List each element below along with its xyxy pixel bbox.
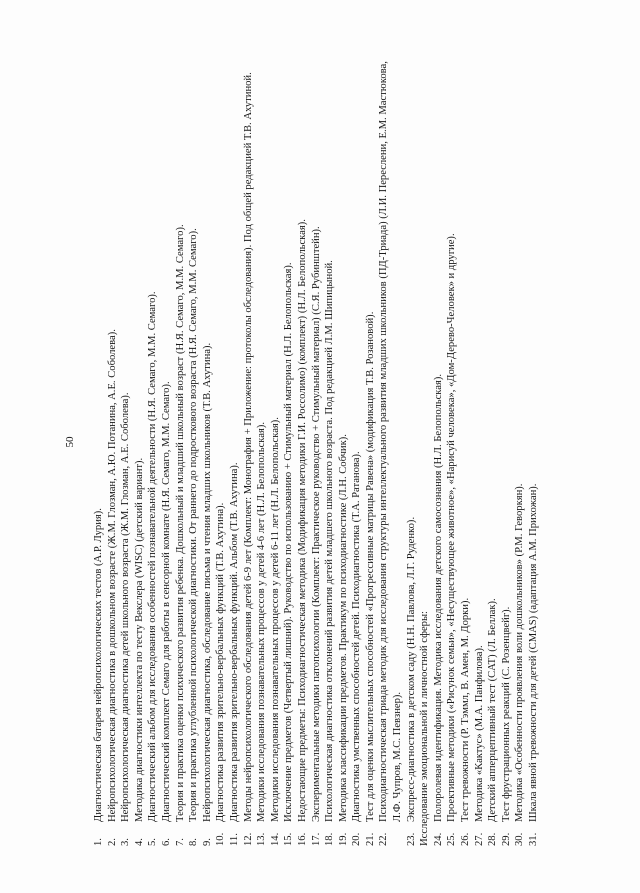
list-item [405, 42, 419, 846]
item-number: 10. [215, 832, 227, 846]
item-number: 31. [528, 832, 539, 846]
page-number: 50 [64, 436, 76, 448]
item-text: Теория и практика углубленной психологической диагностики. От раннего до подросткового возраста (Н.Я. Семаго, М.М. Семаго). [188, 228, 200, 822]
methods-list [92, 42, 541, 846]
item-text: Экспериментальные методики патопсихологии (Комплект: Практическое руководство + Стимульный материал) (С.Я. Рубинштейн). [310, 226, 322, 822]
section-heading [418, 42, 432, 846]
list-item [228, 42, 242, 846]
item-number: 22. [378, 832, 390, 846]
list-item [323, 42, 337, 846]
item-text: Нейропсихологическая диагностика детей школьного возраста (Ж.М. Глозман, А.Е. Соболева). [120, 392, 132, 822]
list-item [377, 42, 404, 846]
list-item [201, 42, 215, 846]
list-item [513, 42, 527, 846]
list-item [445, 42, 459, 846]
list-item [146, 42, 160, 846]
item-number: 7. [174, 838, 186, 846]
item-text: Методика классификации предметов. Практикум по психодиагностике (Л.Н. Собчик). [337, 434, 349, 822]
item-number: 15. [283, 832, 295, 846]
list-item [242, 42, 256, 846]
item-text: Тест для оценки мыслительных способностей «Прогрессивные матрицы Равена» (модификация Т.В. Розановой). [364, 311, 376, 822]
list-item [133, 42, 147, 846]
item-number: 12. [242, 832, 254, 846]
rotated-content [56, 32, 616, 852]
item-number: 11. [228, 833, 240, 846]
item-text: Диагностика развития зрительно-вербальных функций (Т.В. Ахутина). [215, 502, 227, 822]
item-text: Методы нейропсихологического обследования детей 6-9 лет (Комплект: Монография + Приложение: протоколы обследования). Под общей редакцией Т.В. Ахутиной. [242, 72, 254, 822]
item-number: 20. [351, 832, 363, 846]
item-number: 29. [500, 832, 512, 846]
item-text: Детский апперцептивный тест (CAT) (Л. Беллак). [487, 598, 499, 822]
item-text: Нейропсихологическая диагностика, обследование письма и чтения младших школьников (Т.В. Ахутина). [201, 342, 213, 822]
list-item [364, 42, 378, 846]
item-text: Методика «Кактус» (М.А. Панфилова). [473, 645, 485, 822]
list-item [486, 42, 500, 846]
list-item [432, 42, 446, 846]
item-number: 28. [487, 832, 499, 846]
list-item [174, 42, 188, 846]
list-item [500, 42, 514, 846]
list-item [337, 42, 351, 846]
item-text: Проективные методики («Рисунок семьи», «Несуществующее животное», «Нарисуй человека», «Дом-Дерево-Человек» и другие). [446, 233, 458, 822]
item-number: 27. [473, 832, 485, 846]
list-item [255, 42, 269, 846]
item-text: Диагностическая батарея нейропсихологических тестов (А.Р. Лурия). [93, 508, 104, 822]
item-text: Психодиагностическая триада методик для исследования структуры интеллектуального развития младших школьников (ПД-Триада) (Л.И. Переслени, Е.М. Мастюкова, Л.Ф. Чупров, М.С. Певзнер). [378, 61, 404, 822]
item-number: 2. [106, 838, 118, 846]
item-text: Тест фрустрационных реакций (С. Розенцвейг). [500, 606, 512, 822]
item-number: 19. [337, 832, 349, 846]
item-text: Методика «Особенности проявления воли дошкольников» (Р.М. Геворкян). [514, 483, 526, 822]
list-item [296, 42, 310, 846]
item-number: 18. [324, 832, 336, 846]
list-item [119, 42, 133, 846]
item-number: 14. [269, 832, 281, 846]
list-item [282, 42, 296, 846]
item-text: Полоролевая идентификация. Методика исследования детского самосознания (Н.Л. Белопольская). [432, 373, 444, 822]
item-number: 5. [147, 838, 159, 846]
list-item [269, 42, 283, 846]
item-text: Экспресс-диагностика в детском саду (Н.Н. Павлова, Л.Г. Руденко). [405, 516, 417, 822]
list-item [106, 42, 120, 846]
item-number: 25. [446, 832, 458, 846]
item-number: 26. [460, 832, 472, 846]
item-text: Диагностика развития зрительно-вербальных функций. Альбом (Т.В. Ахутина). [228, 462, 240, 822]
item-text: Диагностический комплект Семаго для работы в сенсорной комнате (Н.Я. Семаго, М.М. Семаго). [160, 381, 172, 822]
item-text: Диагностика умственных способностей детей. Психодиагностика (Т.А. Ратанова). [351, 451, 363, 822]
item-number: 17. [310, 832, 322, 846]
item-text: Теория и практика оценки психического развития ребенка. Дошкольный и младший школьный возраст (Н.Я. Семаго, М.М. Семаго). [174, 224, 186, 822]
list-item [160, 42, 174, 846]
item-number: 13. [256, 832, 268, 846]
item-number: 23. [405, 832, 417, 846]
item-text: Психологическая диагностика отклонений развития детей младшего школьного возраста. Под редакцией Л.М. Шипицыной. [324, 260, 336, 822]
item-number: 16. [296, 832, 308, 846]
item-text: Методики исследования познавательных процессов у детей 4-6 лет (Н.Л. Белопольская). [256, 421, 268, 822]
item-text: Исключение предметов (Четвертый лишний). Руководство по использованию + Стимульный материал (Н.Л. Белопольская). [283, 262, 295, 822]
list-item [527, 42, 541, 846]
item-text: Недостающие предметы: Психодиагностическая методика (Модификация методики Г.И. Россолимо) (комплект) (Н.Л. Белопольская). [296, 219, 308, 822]
list-item [473, 42, 487, 846]
list-item [310, 42, 324, 846]
list-item [92, 42, 106, 846]
item-text: Методика диагностики интеллекта по тесту Векслера (WISC) (детский вариант). [133, 457, 145, 822]
item-number: 24. [432, 832, 444, 846]
item-number: 4. [133, 838, 145, 846]
item-number: 6. [160, 838, 172, 846]
item-text: Диагностический альбом для исследования особенностей познавательной деятельности (Н.Я. Семаго, М.М. Семаго). [147, 291, 159, 822]
list-item [214, 42, 228, 846]
item-number: 3. [120, 838, 132, 846]
list-item [187, 42, 201, 846]
item-number: 1. [93, 838, 104, 846]
item-text: Методики исследования познавательных процессов у детей 6-11 лет (Н.Л. Белопольская). [269, 417, 281, 822]
section-heading-text: Исследование эмоциональной и личностной сферы: [419, 610, 431, 846]
item-text: Нейропсихологическая диагностика в дошкольном возрасте (Ж.М. Глозман, А.Ю. Потанина, А.Е. Соболева). [106, 329, 118, 822]
item-number: 9. [201, 838, 213, 846]
item-number: 8. [188, 838, 200, 846]
item-text: Шкала явной тревожности для детей (CMAS) (адаптация А.М. Прихожан). [528, 483, 539, 822]
list-item [459, 42, 473, 846]
item-text: Тест тревожности (Р. Тэммл, В. Амен, М. Дорки). [460, 597, 472, 822]
list-item [350, 42, 364, 846]
item-number: 30. [514, 832, 526, 846]
item-number: 21. [364, 832, 376, 846]
